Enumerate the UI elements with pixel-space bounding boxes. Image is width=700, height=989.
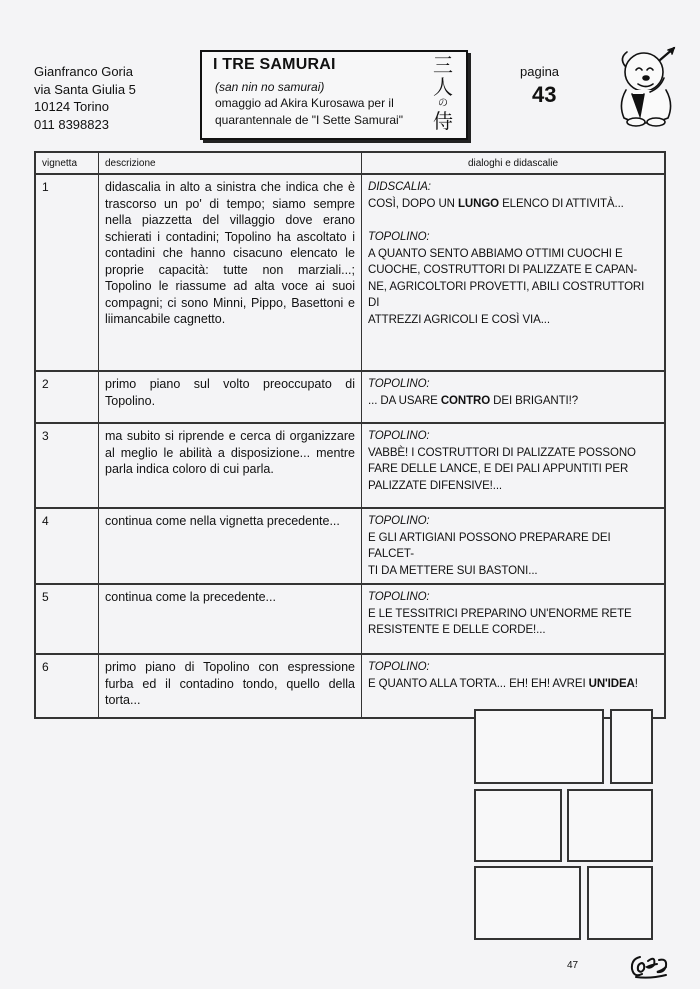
panel-number: 6 <box>35 654 99 718</box>
thumbnail-panel <box>610 709 653 784</box>
dialogue-line: E GLI ARTIGIANI POSSONO PREPARARE DEI FALCET- <box>368 531 611 560</box>
dialogue-line <box>368 196 658 213</box>
dialogue-text: E QUANTO ALLA TORTA... EH! EH! AVREI <box>368 677 589 690</box>
story-dedication-line-2: quarantennale de "I Sette Samurai" <box>215 113 403 127</box>
panel-dialogue <box>362 174 666 371</box>
dialogue-line <box>368 393 658 410</box>
speaker-label: TOPOLINO: <box>368 378 430 390</box>
panel-description: didascalia in alto a sinistra che indica che è trascorso un po' di tempo; siamo sempre nella piazzetta del villaggio dove erano schierati i contadini; Topolino ha ascoltato i contadini che hanno cisacuno elencato le proprie capacità: tutte non marziali...; Topolino le riassume ad alta voce ai suoi compagni; ci sono Minni, Pippo, Basettoni e liimancabile cagnetto. <box>99 174 362 371</box>
dialogue-line <box>368 676 658 693</box>
speaker-label: TOPOLINO: <box>368 430 430 442</box>
kanji-title <box>426 54 460 132</box>
author-phone: 011 8398823 <box>34 116 109 132</box>
panel-dialogue <box>362 371 666 423</box>
author-city: 10124 Torino <box>34 99 109 114</box>
dialogue-text: COSÌ, DOPO UN <box>368 197 458 210</box>
dialogue-line: NE, AGRICOLTORI PROVETTI, ABILI COSTRUTTORI DI <box>368 280 645 309</box>
table-row <box>35 423 665 508</box>
table-row <box>35 174 665 371</box>
table-header-row <box>35 152 665 174</box>
panel-description: primo piano sul volto preoccupato di Topolino. <box>99 371 362 423</box>
panel-number: 5 <box>35 584 99 654</box>
dialogue-line: RESISTENTE E DELLE CORDE!... <box>368 624 546 636</box>
panel-number: 3 <box>35 423 99 508</box>
speaker-label: TOPOLINO: <box>368 661 430 673</box>
thumbnail-panel <box>567 789 653 862</box>
author-street: via Santa Giulia 5 <box>34 81 136 97</box>
thumbnail-panel <box>474 866 581 940</box>
dialogue-line: E LE TESSITRICI PREPARINO UN'ENORME RETE <box>368 607 632 620</box>
dialogue-line: CUOCHE, COSTRUTTORI DI PALIZZATE E CAPAN- <box>368 264 638 276</box>
header-dialoghi: dialoghi e didascalie <box>362 152 666 174</box>
story-title: I TRE SAMURAI <box>213 56 336 73</box>
dialogue-text: ! <box>634 677 638 690</box>
table-row <box>35 371 665 423</box>
script-table <box>34 151 666 719</box>
panel-number: 4 <box>35 508 99 584</box>
thumbnail-panel <box>474 789 562 862</box>
table-row <box>35 584 665 654</box>
story-dedication-line-1: omaggio ad Akira Kurosawa per il <box>215 96 394 110</box>
panel-dialogue <box>362 508 666 584</box>
panel-description: continua come nella vignetta precedente... <box>99 508 362 584</box>
author-name: Gianfranco Goria <box>34 64 133 79</box>
dialogue-emphasis: CONTRO <box>440 394 491 407</box>
kanji-char: 三 <box>433 53 453 77</box>
panel-description: ma subito si riprende e cerca di organizzare al meglio le abilità a disposizione... mentre parla indica coloro di cui parla. <box>99 423 362 508</box>
dialogue-text: ELENCO DI ATTIVITÀ... <box>499 197 624 210</box>
speaker-label: TOPOLINO: <box>368 231 430 243</box>
panel-dialogue <box>362 423 666 508</box>
header-vignetta: vignetta <box>35 152 99 174</box>
dialogue-line: A QUANTO SENTO ABBIAMO OTTIMI CUOCHI E <box>368 247 623 260</box>
signature-icon <box>628 951 672 981</box>
panel-number: 2 <box>35 371 99 423</box>
panel-number: 1 <box>35 174 99 371</box>
panel-description: primo piano di Topolino con espressione furba ed il contadino tondo, quello della torta... <box>99 654 362 718</box>
thumbnail-panel <box>474 709 604 784</box>
dialogue-line: FARE DELLE LANCE, E DEI PALI APPUNTITI PER <box>368 463 629 475</box>
dialogue-line: PALIZZATE DIFENSIVE!... <box>368 479 503 492</box>
panel-description: continua come la precedente... <box>99 584 362 654</box>
speaker-label: DIDSCALIA: <box>368 181 431 193</box>
panel-dialogue <box>362 584 666 654</box>
thumbnail-panel <box>587 866 653 940</box>
page-number: 43 <box>532 82 557 107</box>
cartoon-writer-mascot-icon <box>610 46 682 132</box>
kanji-char: の <box>438 98 448 109</box>
dialogue-emphasis: LUNGO <box>457 197 500 210</box>
title-box <box>200 50 468 140</box>
kanji-char: 侍 <box>433 109 453 133</box>
speaker-label: TOPOLINO: <box>368 515 430 527</box>
footer-page-number: 47 <box>567 960 579 971</box>
header-descrizione: descrizione <box>99 152 362 174</box>
speaker-label: TOPOLINO: <box>368 591 430 603</box>
author-address <box>34 63 136 133</box>
dialogue-line: TI DA METTERE SUI BASTONI... <box>368 564 538 577</box>
table-row <box>35 508 665 584</box>
kanji-char: 人 <box>433 75 453 99</box>
story-subtitle: (san nin no samurai) <box>215 80 325 94</box>
dialogue-line: VABBÈ! I COSTRUTTORI DI PALIZZATE POSSONO <box>368 446 636 459</box>
page-label: pagina <box>520 64 560 79</box>
dialogue-emphasis: UN'IDEA <box>588 677 635 690</box>
dialogue-line: ATTREZZI AGRICOLI E COSÌ VIA... <box>368 313 550 326</box>
dialogue-text: DEI BRIGANTI!? <box>490 394 579 407</box>
dialogue-text: ... DA USARE <box>368 394 441 407</box>
